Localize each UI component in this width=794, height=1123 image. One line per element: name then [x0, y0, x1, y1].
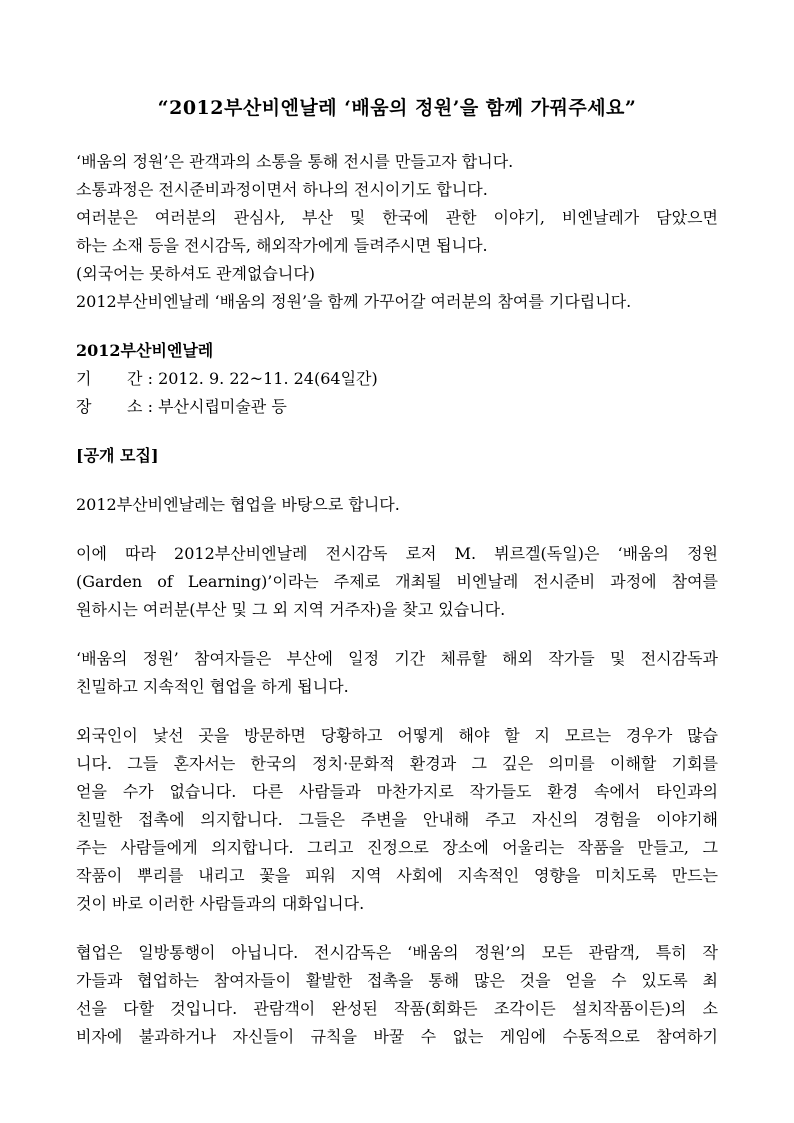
- text-line: 친밀하고 지속적인 협업을 하게 됩니다.: [76, 677, 349, 696]
- text-line: 주는 사람들에게 의지합니다. 그리고 진정으로 장소에 어울리는 작품을 만들고, 그: [76, 838, 718, 857]
- text-line: ‘배움의 정원’은 관객과의 소통을 통해 전시를 만들고자 합니다.: [76, 152, 514, 171]
- text-line: 2012부산비엔날레 ‘배움의 정원’을 함께 가꾸어갈 여러분의 참여를 기다립니다.: [76, 292, 632, 311]
- text-line: 니다. 그들 혼자서는 한국의 정치·문화적 환경과 그 깊은 의미를 이해할 기회를: [76, 754, 718, 773]
- event-period-line: 기 간 : 2012. 9. 22~11. 24(64일간): [76, 369, 378, 388]
- text-line: 외국인이 낯선 곳을 방문하면 당황하고 어떻게 해야 할 지 모르는 경우가 많습: [76, 726, 718, 745]
- text-line: 원하시는 여러분(부산 및 그 외 지역 거주자)을 찾고 있습니다.: [76, 600, 506, 619]
- text-line: 이에 따라 2012부산비엔날레 전시감독 로저 M. 뷔르겔(독일)은 ‘배움의 정원: [76, 544, 718, 563]
- text-line: 하는 소재 등을 전시감독, 해외작가에게 들려주시면 됩니다.: [76, 236, 488, 255]
- text-line: 비자에 불과하거나 자신들이 규칙을 바꿀 수 없는 게임에 수동적으로 참여하기: [76, 1027, 718, 1046]
- text-line: 2012부산비엔날레는 협업을 바탕으로 합니다.: [76, 495, 400, 514]
- body-paragraph-5: [76, 939, 718, 1051]
- text-line: 친밀한 접촉에 의지합니다. 그들은 주변을 안내해 주고 자신의 경험을 이야기해: [76, 810, 718, 829]
- text-line: 여러분은 여러분의 관심사, 부산 및 한국에 관한 이야기, 비엔날레가 담았으면: [76, 208, 718, 227]
- text-line: 선을 다할 것입니다. 관람객이 완성된 작품(회화든 조각이든 설치작품이든)의 소: [76, 999, 718, 1018]
- text-line: 협업은 일방통행이 아닙니다. 전시감독은 ‘배움의 정원’의 모든 관람객, 특히 작: [76, 943, 718, 962]
- text-line: ‘배움의 정원’ 참여자들은 부산에 일정 기간 체류할 해외 작가들 및 전시감독과: [76, 649, 718, 668]
- body-paragraph-2: [76, 540, 718, 624]
- event-info-heading: 2012부산비엔날레: [76, 341, 214, 360]
- event-info: [76, 337, 718, 421]
- text-line: 소통과정은 전시준비과정이면서 하나의 전시이기도 합니다.: [76, 180, 488, 199]
- text-line: (Garden of Learning)’이라는 주제로 개최될 비엔날레 전시준비 과정에 참여를: [76, 572, 718, 591]
- intro-paragraph: [76, 148, 718, 316]
- body-paragraph-1: [76, 491, 718, 519]
- body-paragraph-3: [76, 645, 718, 701]
- text-line: (외국어는 못하셔도 관계없습니다): [76, 264, 316, 283]
- body-paragraph-4: [76, 722, 718, 918]
- text-line: 얻을 수가 없습니다. 다른 사람들과 마찬가지로 작가들도 환경 속에서 타인과의: [76, 782, 718, 801]
- event-venue-line: 장 소 : 부산시립미술관 등: [76, 397, 287, 416]
- document-title: “2012부산비엔날레 ‘배움의 정원’을 함께 가꿔주세요”: [157, 97, 637, 119]
- text-line: 작품이 뿌리를 내리고 꽃을 피워 지역 사회에 지속적인 영향을 미치도록 만드는: [76, 866, 718, 885]
- section-heading-open-call: [공개 모집]: [76, 446, 159, 465]
- text-line: 가들과 협업하는 참여자들이 활발한 접촉을 통해 많은 것을 얻을 수 있도록 최: [76, 971, 718, 990]
- text-line: 것이 바로 이러한 사람들과의 대화입니다.: [76, 894, 365, 913]
